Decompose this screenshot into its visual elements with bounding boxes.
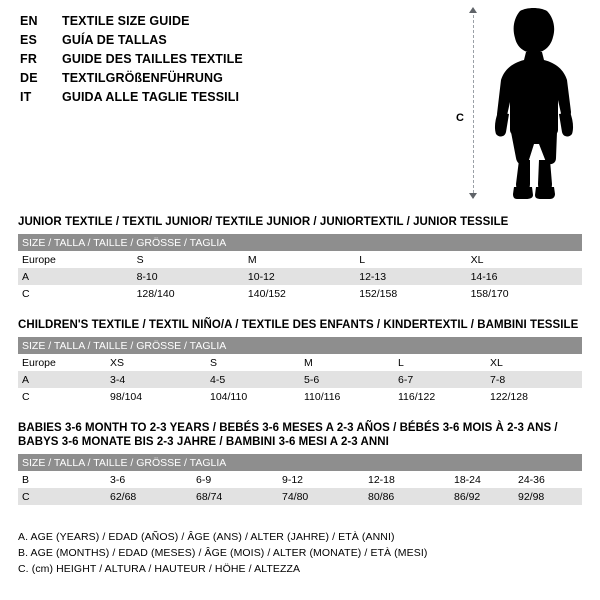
table-row [18,471,582,488]
cell: XS [110,354,210,371]
language-row [20,71,440,90]
table-header-row [18,234,582,251]
toddler-silhouette-icon [490,8,582,200]
cell: 6-7 [398,371,490,388]
cell: 5-6 [304,371,398,388]
cell: 74/80 [282,488,368,505]
babies-size-table [18,454,582,505]
table-row [18,285,582,302]
table-row [18,268,582,285]
footnote-c: C. (cm) HEIGHT / ALTURA / HAUTEUR / HÖHE / ALTEZZA [18,563,301,575]
language-code: FR [20,52,38,66]
children-size-table [18,337,582,405]
cell: 86/92 [454,488,518,505]
table-row [18,371,582,388]
footnote-b: B. AGE (MONTHS) / EDAD (MESES) / ÂGE (MOIS) / ALTER (MONATE) / ETÀ (MESI) [18,547,428,559]
cell: S [210,354,304,371]
cell: L [359,251,470,268]
section-junior [18,215,582,302]
footnotes [18,529,578,577]
cell: 14-16 [471,268,582,285]
cell: XL [490,354,582,371]
language-row [20,90,440,109]
cell: M [248,251,359,268]
table-row [18,488,582,505]
cell: 92/98 [518,488,582,505]
measure-label-c: C [456,112,464,124]
table-row [18,251,582,268]
cell: 12-13 [359,268,470,285]
table-header-row [18,337,582,354]
footnote-a: A. AGE (YEARS) / EDAD (AÑOS) / ÂGE (ANS) / ALTER (JAHRE) / ETÀ (ANNI) [18,531,395,543]
cell: 98/104 [110,388,210,405]
language-row [20,52,440,71]
cell: 3-6 [110,471,196,488]
language-code: IT [20,90,32,104]
cell: 128/140 [137,285,248,302]
language-row [20,14,440,33]
height-measure-line [473,10,474,198]
section-title: BABIES 3-6 MONTH TO 2-3 YEARS / BEBÉS 3-6 MESES A 2-3 AÑOS / BÉBÉS 3-6 MOIS À 2-3 ANS / BABYS 3-6 MONATE BIS 2-3 JAHRE / BAMBINI 3-6 MESI A 2-3 ANNI [18,422,558,448]
measurement-diagram [452,8,582,203]
language-code: DE [20,71,38,85]
cell: S [137,251,248,268]
cell: 3-4 [110,371,210,388]
language-row [20,33,440,52]
cell: 10-12 [248,268,359,285]
cell: 80/86 [368,488,454,505]
row-label: A [18,268,137,285]
cell: 116/122 [398,388,490,405]
row-label: C [18,488,110,505]
table-row [18,354,582,371]
cell: 62/68 [110,488,196,505]
cell: 4-5 [210,371,304,388]
cell: 18-24 [454,471,518,488]
language-code: ES [20,33,38,47]
language-title: GUIDE DES TAILLES TEXTILE [62,52,243,66]
cell: 110/116 [304,388,398,405]
language-code: EN [20,14,38,28]
cell: 158/170 [471,285,582,302]
language-title: TEXTILE SIZE GUIDE [62,14,190,28]
row-label: C [18,388,110,405]
row-label: C [18,285,137,302]
section-babies [18,421,582,505]
language-title: GUÍA DE TALLAS [62,33,167,47]
section-title: JUNIOR TEXTILE / TEXTIL JUNIOR/ TEXTILE JUNIOR / JUNIORTEXTIL / JUNIOR TESSILE [18,216,509,228]
measure-arrow-down-icon [469,193,477,199]
cell: 140/152 [248,285,359,302]
section-title: CHILDREN'S TEXTILE / TEXTIL NIÑO/A / TEXTILE DES ENFANTS / KINDERTEXTIL / BAMBINI TESSILE [18,319,579,331]
row-label: A [18,371,110,388]
cell: 7-8 [490,371,582,388]
section-children [18,318,582,405]
junior-size-table [18,234,582,302]
row-label: Europe [18,354,110,371]
cell: 104/110 [210,388,304,405]
cell: 12-18 [368,471,454,488]
cell: 152/158 [359,285,470,302]
language-title: GUIDA ALLE TAGLIE TESSILI [62,90,240,104]
cell: 9-12 [282,471,368,488]
table-header-label: SIZE / TALLA / TAILLE / GRÖSSE / TAGLIA [18,234,582,251]
cell: 8-10 [137,268,248,285]
table-row [18,388,582,405]
cell: 24-36 [518,471,582,488]
row-label: Europe [18,251,137,268]
row-label: B [18,471,110,488]
table-header-label: SIZE / TALLA / TAILLE / GRÖSSE / TAGLIA [18,454,582,471]
cell: 122/128 [490,388,582,405]
table-header-row [18,454,582,471]
cell: L [398,354,490,371]
cell: 6-9 [196,471,282,488]
table-header-label: SIZE / TALLA / TAILLE / GRÖSSE / TAGLIA [18,337,582,354]
cell: 68/74 [196,488,282,505]
cell: M [304,354,398,371]
language-header [20,14,440,109]
measure-arrow-up-icon [469,7,477,13]
language-title: TEXTILGRÖßENFÜHRUNG [62,71,223,85]
cell: XL [471,251,582,268]
